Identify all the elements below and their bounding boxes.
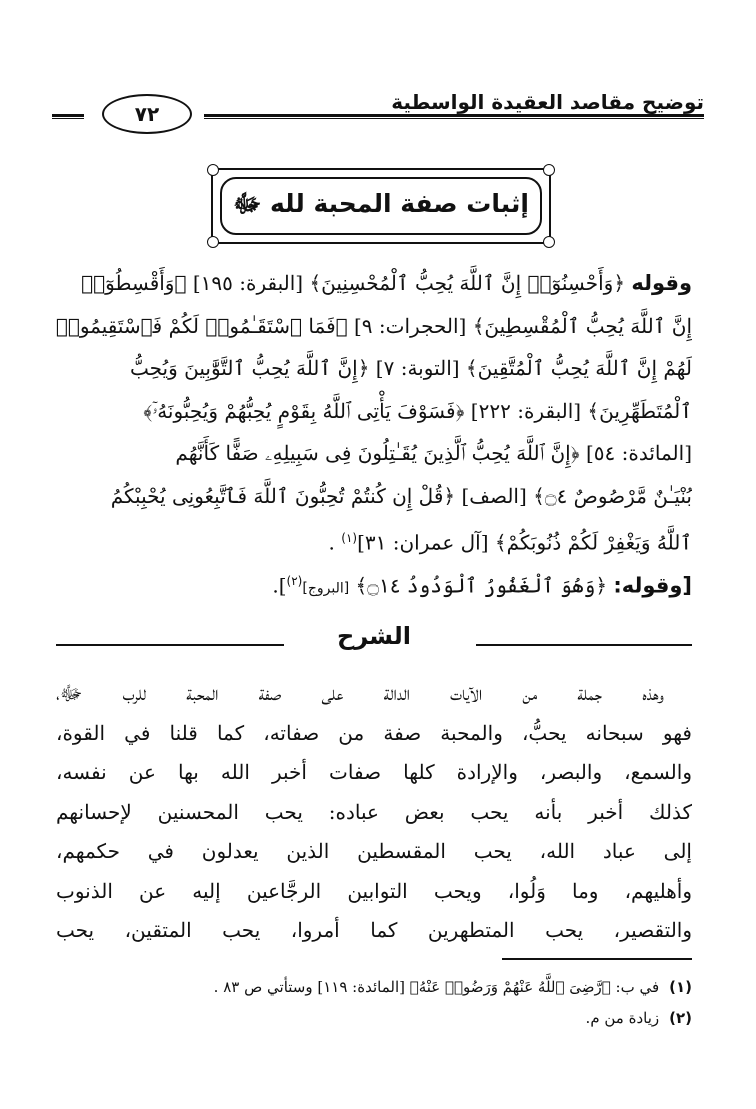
footnotes <box>56 972 692 1034</box>
sharh-divider <box>56 622 692 662</box>
footnote-separator <box>502 958 692 960</box>
closing-bracket: ]. <box>272 573 287 598</box>
page-header <box>52 80 704 140</box>
frame-corner-ornament <box>543 236 555 248</box>
paragraph-line: وهذه جملة من الآيات الدالة على صفة المحبة للرب ﷻ، <box>56 681 664 705</box>
frame-corner-ornament <box>543 164 555 176</box>
verse-line: ٱلْمُتَطَهِّرِينَ﴾ [البقرة: ٢٢٢] ﴿فَسَوْفَ يَأْتِى ٱللَّهُ بِقَوْمٍ يُحِبُّهُمْ وَيُحِبُّونَهُۥٓ﴾ <box>143 398 692 423</box>
footnote <box>56 1003 692 1034</box>
paragraph-line: وأهليهم، وما وَلُوا، ويحب التوابين الرجَّاعين إليه عن الذنوب <box>56 878 692 903</box>
section-title-inner-frame <box>220 177 542 235</box>
verse-text: ٱللَّهُ وَيَغْفِرْ لَكُمْ ذُنُوبَكُمْ﴾ [آل عمران: ٣١] <box>357 530 692 555</box>
paragraph-line: فهو سبحانه يحبُّ، والمحبة صفة من صفاته، كما قلنا في القوة، <box>56 720 692 745</box>
section-title-frame <box>211 168 551 244</box>
paragraph-line: إلى عباد الله، يحب المقسطين الذين يعدلون في حكمهم، <box>56 839 692 863</box>
footnote-number: (١) <box>669 978 692 996</box>
sharh-heading: الشرح <box>337 622 411 650</box>
frame-corner-ornament <box>207 164 219 176</box>
footnote <box>56 972 692 1003</box>
section-title: إثبات صفة المحبة لله ﷻ <box>233 188 529 218</box>
header-rule-left <box>52 114 84 117</box>
header-rule-thin <box>204 118 704 119</box>
divider-line-right <box>476 644 692 646</box>
verse-line: لَهُمْ إِنَّ ٱللَّهَ يُحِبُّ ٱلْمُتَّقِينَ﴾ [التوبة: ٧] ﴿إِنَّ ٱللَّهَ يُحِبُّ ٱلتَّوَّٰبِينَ وَيُحِبُّ <box>130 356 692 380</box>
paragraph-line: والتقصير، يحب المتطهرين كما أمروا، يحب المتقين، يحب <box>56 918 692 942</box>
verse-line <box>56 262 692 305</box>
book-title: توضيح مقاصد العقيدة الواسطية <box>391 90 704 114</box>
verse-line: [المائدة: ٥٤] ﴿إِنَّ ٱللَّهَ يُحِبُّ ٱلَّذِينَ يُقَـٰتِلُونَ فِى سَبِيلِهِۦ صَفًّا كَأَنَّهُم <box>175 441 692 465</box>
page-number: ٧٢ <box>102 94 192 134</box>
paragraph-line: والسمع، والبصر، والإرادة كلها صفات أخبر الله بها عن نفسه، <box>56 760 692 784</box>
surah-reference: [البروج] <box>302 580 350 597</box>
paragraph-line: كذلك أخبر بأنه يحب بعض عباده: يحب المحسنين لإحسانهم <box>56 799 692 824</box>
frame-corner-ornament <box>207 236 219 248</box>
footnote-text: زيادة من م. <box>585 1009 660 1027</box>
verse-line: بُنْيَـٰنٌ مَّرْصُوصٌ ۝٤﴾ [الصف] ﴿قُلْ إِن كُنتُمْ تُحِبُّونَ ٱللَّهَ فَٱتَّبِعُونِى يُحْبِبْكُمُ <box>110 483 692 508</box>
verse-line: إِنَّ ٱللَّهَ يُحِبُّ ٱلْمُقْسِطِينَ﴾ [الحجرات: ٩] ﴿فَمَا ٱسْتَقَـٰمُوا۟ لَكُمْ فَٱسْتَقِيمُوا۟ <box>56 313 692 338</box>
header-rule-left-thin <box>52 118 84 119</box>
footnote-ref: (٢) <box>286 573 303 588</box>
sharh-paragraph <box>56 674 692 951</box>
lead-word: وقوله <box>631 271 692 295</box>
quran-verses <box>56 262 692 602</box>
verse-text: ﴿وَأَحْسِنُوٓا۟ إِنَّ ٱللَّهَ يُحِبُّ ٱلْمُحْسِنِينَ﴾ [البقرة: ١٩٥] ﴿وَأَقْسِطُوٓا۟ <box>81 271 626 295</box>
verse-line <box>56 560 692 603</box>
footnote-text: في ب: ﴿رَّضِىَ ٱللَّهُ عَنْهُمْ وَرَضُوا۟ عَنْهُ﴾ [المائدة: ١١٩] وستأتي ص ٨٣ . <box>213 978 660 996</box>
header-rule <box>204 114 704 117</box>
verse-text: ﴿وَهُوَ ٱلْغَفُورُ ٱلْوَدُودُ ۝١٤﴾ <box>355 573 608 598</box>
footnote-number: (٢) <box>669 1009 692 1027</box>
divider-line-left <box>56 644 284 646</box>
verse-line: ٱللَّهُ وَيَغْفِرْ لَكُمْ ذُنُوبَكُمْ﴾ [آل عمران: ٣١]$^{(١)}$ . <box>328 530 692 555</box>
footnote-ref: (١) <box>341 531 358 545</box>
bracketed-lead: [وقوله: <box>613 573 692 598</box>
